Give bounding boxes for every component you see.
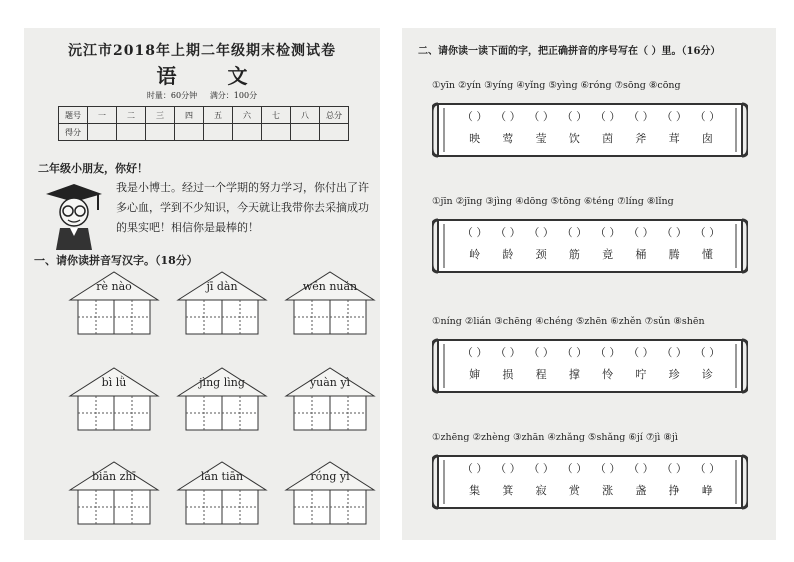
- pinyin-label: rè nào: [96, 280, 132, 293]
- score-blank-cell[interactable]: [291, 124, 320, 141]
- score-cell: 八: [291, 107, 320, 124]
- hanzi-char: 寂: [535, 484, 547, 497]
- answer-blank[interactable]: （ ）: [561, 226, 588, 239]
- hanzi-char: 莺: [502, 132, 514, 145]
- intro-paragraph: 我是小博士。经过一个学期的努力学习，你付出了许多心血，学到不少知识，今天就让我带你去采摘成功的果实吧！相信你是最棒的！: [116, 181, 369, 234]
- answer-scroll: [432, 100, 748, 160]
- pinyin-label: lán tiān: [200, 470, 244, 483]
- hanzi-char: 岭: [469, 248, 481, 261]
- writing-house[interactable]: [68, 366, 160, 432]
- answer-blank[interactable]: （ ）: [528, 346, 554, 359]
- pinyin-label: jìng lìng: [199, 376, 245, 389]
- hanzi-char: 箕: [502, 484, 514, 497]
- hanzi-char: 茵: [602, 132, 614, 145]
- score-cell: 四: [175, 107, 204, 124]
- score-cell: 六: [233, 107, 262, 124]
- writing-house[interactable]: [284, 460, 376, 526]
- score-cell: 题号: [59, 107, 88, 124]
- hanzi-char: 程: [535, 368, 547, 381]
- answer-blank[interactable]: （ ）: [461, 226, 488, 239]
- section2-title: 二、请你读一读下面的字，把正确拼音的序号写在（ ）里。（16分）: [418, 46, 721, 57]
- hanzi-char: 桶: [635, 248, 647, 261]
- score-blank-cell[interactable]: [146, 124, 175, 141]
- answer-blank[interactable]: （ ）: [594, 226, 621, 239]
- writing-house[interactable]: [284, 366, 376, 432]
- hanzi-char: 峥: [701, 484, 713, 497]
- hanzi-char: 颈: [535, 248, 547, 261]
- hanzi-char: 茸: [668, 132, 680, 145]
- answer-blank[interactable]: （ ）: [495, 226, 521, 239]
- hanzi-char: 映: [469, 132, 481, 145]
- score-label: 满分：100分: [209, 91, 258, 100]
- doctor-cartoon-icon: [42, 180, 106, 252]
- answer-blank[interactable]: （ ）: [628, 110, 654, 123]
- pinyin-label: biān zhī: [91, 470, 137, 483]
- score-cell: 二: [117, 107, 146, 124]
- hanzi-char: 咛: [635, 368, 647, 381]
- score-cell: 五: [204, 107, 233, 124]
- score-blank-cell[interactable]: [117, 124, 146, 141]
- score-blank-cell[interactable]: [262, 124, 291, 141]
- answer-scroll: [432, 336, 748, 396]
- pinyin-label: yuàn yì: [309, 376, 351, 389]
- score-cell: 总分: [320, 107, 349, 124]
- hanzi-char: 珍: [668, 368, 680, 381]
- score-blank-cell[interactable]: [175, 124, 204, 141]
- score-cell: 三: [146, 107, 175, 124]
- hanzi-char: 挣: [668, 484, 680, 497]
- writing-house[interactable]: [284, 270, 376, 336]
- pinyin-options: ①yīn ②yín ③yíng ④yǐng ⑤yìng ⑥róng ⑦sōng ⑧cōng: [432, 80, 681, 91]
- answer-blank[interactable]: （ ）: [661, 226, 687, 239]
- greeting: 二年级小朋友，你好！: [38, 162, 148, 175]
- hanzi-char: 竟: [602, 248, 614, 261]
- right-page: [402, 28, 776, 540]
- hanzi-char: 诊: [701, 368, 713, 381]
- answer-blank[interactable]: （ ）: [628, 346, 654, 359]
- section1-title: 一、请你读拼音写汉字。（18分）: [34, 254, 198, 267]
- hanzi-char: 涨: [602, 484, 614, 497]
- answer-blank[interactable]: （ ）: [594, 346, 621, 359]
- answer-blank[interactable]: （ ）: [561, 346, 588, 359]
- hanzi-char: 饮: [568, 132, 580, 145]
- writing-house[interactable]: [68, 270, 160, 336]
- writing-house[interactable]: [176, 460, 268, 526]
- hanzi-char: 盏: [635, 484, 647, 497]
- answer-blank[interactable]: （ ）: [694, 462, 721, 475]
- answer-blank[interactable]: （ ）: [461, 462, 488, 475]
- answer-blank[interactable]: （ ）: [628, 462, 654, 475]
- pinyin-options: ①jīn ②jīng ③jìng ④dōng ⑤tōng ⑥téng ⑦líng ⑧lǐng: [432, 196, 674, 207]
- score-blank-cell[interactable]: [204, 124, 233, 141]
- answer-blank[interactable]: （ ）: [694, 110, 721, 123]
- answer-blank[interactable]: （ ）: [561, 462, 588, 475]
- hanzi-char: 筋: [568, 248, 580, 261]
- time-label: 时量：60分钟: [146, 91, 198, 100]
- hanzi-char: 腾: [668, 248, 680, 261]
- answer-blank[interactable]: （ ）: [694, 346, 721, 359]
- hanzi-char: 损: [502, 368, 514, 381]
- pinyin-label: bì lǜ: [101, 376, 127, 389]
- answer-blank[interactable]: （ ）: [694, 226, 721, 239]
- answer-blank[interactable]: （ ）: [561, 110, 588, 123]
- answer-blank[interactable]: （ ）: [528, 462, 554, 475]
- pinyin-options: ①zhēng ②zhèng ③zhān ④zhǎng ⑤shǎng ⑥jí ⑦jì ⑧jì: [432, 432, 678, 443]
- answer-blank[interactable]: （ ）: [661, 462, 687, 475]
- hanzi-char: 撑: [568, 368, 580, 381]
- writing-house[interactable]: [176, 366, 268, 432]
- score-table-score-row: [59, 124, 349, 141]
- answer-blank[interactable]: （ ）: [495, 462, 521, 475]
- page-title: 沅江市2018年上期二年级期末检测试卷: [68, 43, 336, 59]
- answer-blank[interactable]: （ ）: [528, 110, 554, 123]
- hanzi-char: 怜: [602, 368, 614, 381]
- answer-blank[interactable]: （ ）: [661, 346, 687, 359]
- score-cell: 一: [88, 107, 117, 124]
- answer-blank[interactable]: （ ）: [528, 226, 554, 239]
- answer-blank[interactable]: （ ）: [495, 346, 521, 359]
- hanzi-char: 斧: [635, 132, 647, 145]
- writing-house[interactable]: [68, 460, 160, 526]
- left-page: [24, 28, 380, 540]
- subject-title: 语 文: [156, 64, 270, 88]
- score-table-header-row: [59, 107, 349, 124]
- answer-blank[interactable]: （ ）: [628, 226, 654, 239]
- score-table: [58, 106, 349, 141]
- hanzi-char: 婶: [469, 368, 481, 381]
- pinyin-label: jī dàn: [206, 280, 238, 293]
- hanzi-char: 莹: [535, 132, 547, 145]
- answer-blank[interactable]: （ ）: [461, 110, 488, 123]
- score-blank-cell[interactable]: [88, 124, 117, 141]
- answer-scroll: [432, 216, 748, 276]
- answer-blank[interactable]: （ ）: [594, 110, 621, 123]
- writing-house[interactable]: [176, 270, 268, 336]
- hanzi-char: 集: [469, 484, 481, 497]
- score-blank-cell[interactable]: [233, 124, 262, 141]
- hanzi-char: 囱: [701, 132, 713, 145]
- hanzi-char: 赏: [568, 484, 580, 497]
- hanzi-char: 懂: [701, 248, 713, 261]
- hanzi-char: 龄: [502, 248, 514, 261]
- answer-blank[interactable]: （ ）: [594, 462, 621, 475]
- pinyin-label: róng yì: [310, 470, 350, 483]
- answer-blank[interactable]: （ ）: [461, 346, 488, 359]
- pinyin-label: wēn nuǎn: [302, 280, 358, 293]
- score-blank-cell[interactable]: [320, 124, 349, 141]
- score-cell: 七: [262, 107, 291, 124]
- pinyin-options: ①níng ②lián ③chēng ④chéng ⑤zhēn ⑥zhěn ⑦sǔn ⑧shēn: [432, 316, 705, 327]
- exam-meta: [24, 90, 380, 101]
- answer-scroll: [432, 452, 748, 512]
- answer-blank[interactable]: （ ）: [661, 110, 687, 123]
- score-row-label: 得分: [59, 124, 88, 141]
- answer-blank[interactable]: （ ）: [495, 110, 521, 123]
